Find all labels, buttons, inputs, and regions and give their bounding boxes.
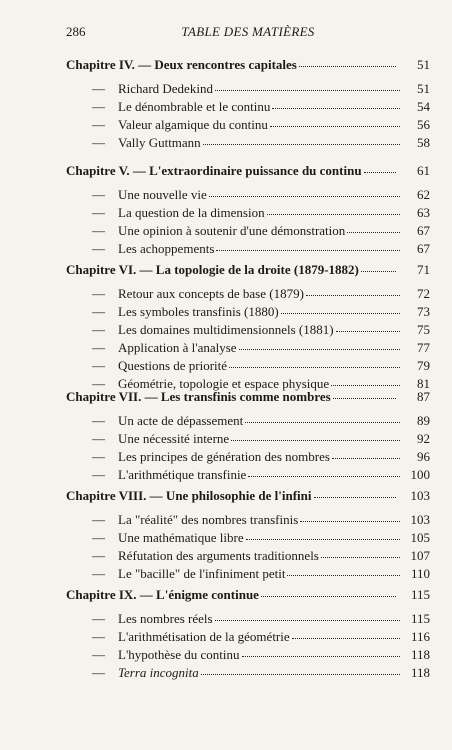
section-page-number: 62	[417, 187, 430, 202]
em-dash: —	[92, 665, 105, 680]
section-page-number: 63	[417, 205, 430, 220]
dot-leader	[287, 572, 400, 576]
em-dash: —	[92, 358, 105, 373]
section-title: Valeur algamique du continu	[118, 117, 268, 132]
section-page-number: 54	[417, 99, 430, 114]
em-dash: —	[92, 449, 105, 464]
section-title: Géométrie, topologie et espace physique	[118, 376, 330, 391]
dot-leader	[332, 455, 400, 459]
section-page-number: 67	[417, 223, 430, 238]
section-entry	[66, 286, 430, 302]
dot-leader	[261, 593, 396, 597]
em-dash: —	[92, 322, 105, 337]
em-dash: —	[92, 431, 105, 446]
dot-leader	[314, 494, 397, 498]
dot-leader	[306, 292, 400, 296]
section-entry	[66, 467, 430, 483]
section-title: Les nombres réels	[118, 611, 213, 626]
em-dash: —	[92, 286, 105, 301]
dot-leader	[292, 635, 400, 639]
section-page-number: 100	[410, 467, 430, 482]
section-page-number: 107	[410, 548, 430, 563]
em-dash: —	[92, 530, 105, 545]
section-page-number: 92	[417, 431, 430, 446]
dot-leader	[215, 87, 400, 91]
section-page-number: 105	[410, 530, 430, 545]
section-title: Une mathématique libre	[118, 530, 244, 545]
section-page-number: 89	[417, 413, 430, 428]
section-entry	[66, 99, 430, 115]
dot-leader	[361, 268, 396, 272]
section-entry	[66, 548, 430, 564]
section-title: Le dénombrable et le continu	[118, 99, 271, 114]
section-page-number: 81	[417, 376, 430, 391]
chapter-page-number: 87	[417, 389, 430, 404]
page-number: 286	[66, 24, 86, 39]
section-title: Une opinion à soutenir d'une démonstration	[118, 223, 346, 238]
chapter-title: Chapitre V. — L'extraordinaire puissance du continu	[66, 163, 362, 178]
em-dash: —	[92, 611, 105, 626]
section-page-number: 118	[410, 647, 430, 662]
dot-leader	[201, 671, 400, 675]
chapter-page-number: 115	[410, 587, 430, 602]
section-page-number: 56	[417, 117, 430, 132]
dot-leader	[272, 105, 400, 109]
section-page-number: 67	[417, 241, 430, 256]
chapter-entry	[66, 57, 430, 73]
page-header	[66, 24, 430, 42]
dot-leader	[215, 617, 400, 621]
section-entry	[66, 340, 430, 356]
section-entry	[66, 135, 430, 151]
section-entry	[66, 205, 430, 221]
section-page-number: 79	[417, 358, 430, 373]
em-dash: —	[92, 566, 105, 581]
section-title: Application à l'analyse	[118, 340, 237, 355]
section-entry	[66, 629, 430, 645]
chapter-page-number: 61	[417, 163, 430, 178]
section-entry	[66, 530, 430, 546]
em-dash: —	[92, 81, 105, 96]
section-title: Retour aux concepts de base (1879)	[118, 286, 304, 301]
section-title: Les symboles transfinis (1880)	[118, 304, 279, 319]
dot-leader	[242, 653, 401, 657]
dot-leader	[209, 193, 400, 197]
chapter-page-number: 71	[417, 262, 430, 277]
section-title: Les principes de génération des nombres	[118, 449, 330, 464]
section-entry	[66, 431, 430, 447]
section-entry	[66, 566, 430, 582]
section-entry	[66, 241, 430, 257]
chapter-entry	[66, 389, 430, 405]
dot-leader	[333, 395, 396, 399]
section-entry	[66, 81, 430, 97]
section-title: Une nécessité interne	[118, 431, 230, 446]
em-dash: —	[92, 512, 105, 527]
section-title: Les domaines multidimensionnels (1881)	[118, 322, 334, 337]
dot-leader	[246, 536, 400, 540]
section-page-number: 58	[417, 135, 430, 150]
em-dash: —	[92, 304, 105, 319]
em-dash: —	[92, 413, 105, 428]
em-dash: —	[92, 647, 105, 662]
section-title: Un acte de dépassement	[118, 413, 244, 428]
dot-leader	[347, 229, 400, 233]
section-entry	[66, 611, 430, 627]
section-title: L'arithmétisation de la géométrie	[118, 629, 290, 644]
running-title: TABLE DES MATIÈRES	[181, 24, 315, 39]
dot-leader	[216, 247, 400, 251]
em-dash: —	[92, 340, 105, 355]
section-entry	[66, 358, 430, 374]
section-title: L'hypothèse du continu	[118, 647, 240, 662]
em-dash: —	[92, 629, 105, 644]
section-page-number: 72	[417, 286, 430, 301]
section-page-number: 103	[410, 512, 430, 527]
em-dash: —	[92, 205, 105, 220]
dot-leader	[281, 310, 400, 314]
dot-leader	[239, 346, 400, 350]
em-dash: —	[92, 99, 105, 114]
dot-leader	[231, 437, 400, 441]
section-title: Terra incognita	[118, 665, 199, 680]
section-page-number: 73	[417, 304, 430, 319]
section-page-number: 51	[417, 81, 430, 96]
em-dash: —	[92, 467, 105, 482]
section-entry	[66, 449, 430, 465]
chapter-title: Chapitre VII. — Les transfinis comme nombres	[66, 389, 331, 404]
section-entry	[66, 512, 430, 528]
section-entry	[66, 647, 430, 663]
dot-leader	[248, 473, 400, 477]
chapter-page-number: 51	[417, 57, 430, 72]
section-entry	[66, 665, 430, 681]
dot-leader	[229, 364, 400, 368]
chapter-entry	[66, 163, 430, 179]
section-title: Questions de priorité	[118, 358, 228, 373]
chapter-title: Chapitre VIII. — Une philosophie de l'infini	[66, 488, 312, 503]
dot-leader	[299, 63, 396, 67]
section-title: L'arithmétique transfinie	[118, 467, 247, 482]
chapter-entry	[66, 488, 430, 504]
section-page-number: 75	[417, 322, 430, 337]
chapter-entry	[66, 262, 430, 278]
dot-leader	[203, 141, 400, 145]
chapter-entry	[66, 587, 430, 603]
dot-leader	[321, 554, 400, 558]
dot-leader	[300, 518, 400, 522]
section-title: La question de la dimension	[118, 205, 265, 220]
dot-leader	[270, 123, 400, 127]
em-dash: —	[92, 376, 105, 391]
section-entry	[66, 117, 430, 133]
em-dash: —	[92, 117, 105, 132]
chapter-title: Chapitre VI. — La topologie de la droite (1879-1882)	[66, 262, 359, 277]
dot-leader	[364, 169, 396, 173]
section-entry	[66, 223, 430, 239]
section-entry	[66, 322, 430, 338]
section-title: Vally Guttmann	[118, 135, 201, 150]
em-dash: —	[92, 241, 105, 256]
dot-leader	[245, 419, 400, 423]
chapter-title: Chapitre IV. — Deux rencontres capitales	[66, 57, 297, 72]
chapter-title: Chapitre IX. — L'énigme continue	[66, 587, 259, 602]
section-title: Une nouvelle vie	[118, 187, 207, 202]
section-entry	[66, 187, 430, 203]
section-page-number: 77	[417, 340, 430, 355]
section-page-number: 116	[410, 629, 430, 644]
section-title: Richard Dedekind	[118, 81, 213, 96]
section-entry	[66, 304, 430, 320]
section-title: Le "bacille" de l'infiniment petit	[118, 566, 286, 581]
section-page-number: 96	[417, 449, 430, 464]
section-page-number: 110	[410, 566, 430, 581]
em-dash: —	[92, 548, 105, 563]
em-dash: —	[92, 135, 105, 150]
section-page-number: 115	[410, 611, 430, 626]
dot-leader	[267, 211, 400, 215]
chapter-page-number: 103	[410, 488, 430, 503]
section-title: La "réalité" des nombres transfinis	[118, 512, 299, 527]
section-page-number: 118	[410, 665, 430, 680]
em-dash: —	[92, 187, 105, 202]
em-dash: —	[92, 223, 105, 238]
dot-leader	[331, 382, 400, 386]
section-title: Les achoppements	[118, 241, 215, 256]
section-entry	[66, 413, 430, 429]
dot-leader	[336, 328, 400, 332]
section-title: Réfutation des arguments traditionnels	[118, 548, 319, 563]
